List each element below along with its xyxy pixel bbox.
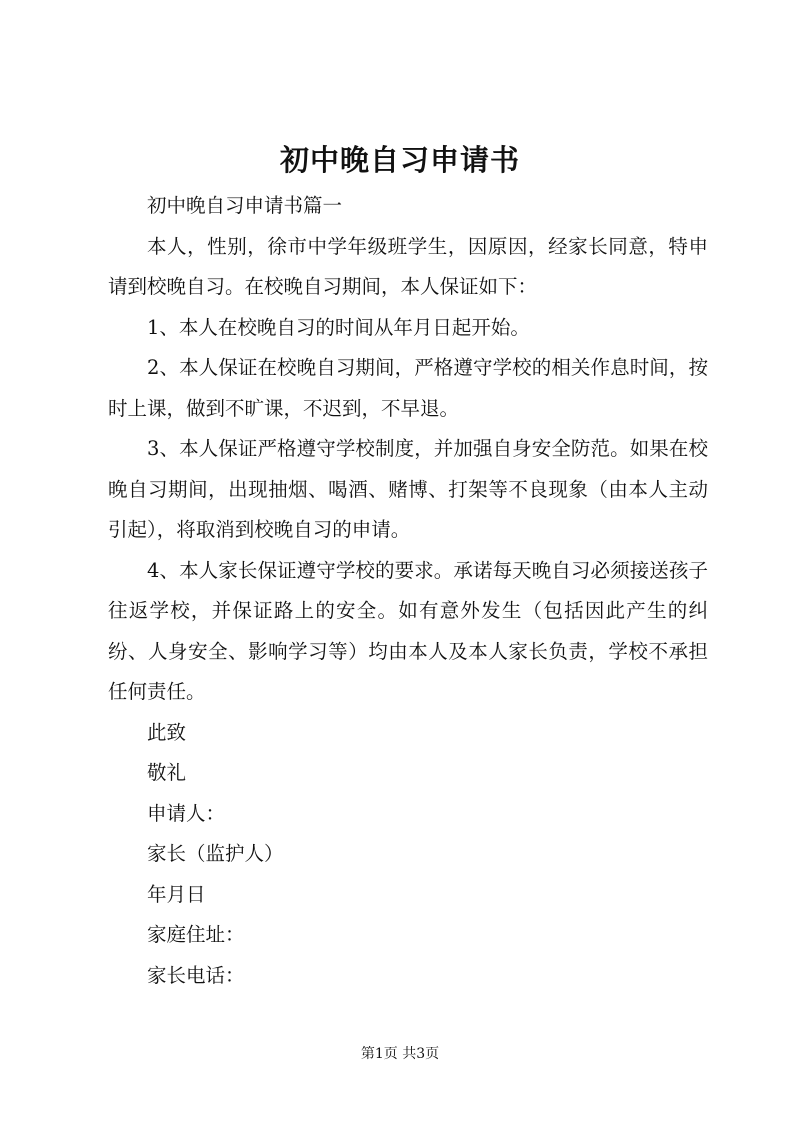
page-footer: 第1页 共3页 (360, 1046, 440, 1062)
closing-salutation: 此致 (147, 720, 187, 744)
address-label: 家庭住址： (147, 923, 245, 946)
date-label: 年月日 (147, 882, 206, 906)
document-body (108, 186, 708, 996)
closing-regards: 敬礼 (147, 761, 187, 784)
phone-label: 家长电话： (147, 963, 245, 987)
section-heading: 初中晚自习申请书篇一 (147, 194, 343, 217)
applicant-label: 申请人： (147, 801, 226, 825)
paragraph-item-3: 3、本人保证严格遵守学校制度，并加强自身安全防范。如果在校晚自习期间，出现抽烟、喝酒、赌博、打架等不良现象（由本人主动引起），将取消到校晚自习的申请。 (108, 437, 708, 541)
paragraph-item-1: 1、本人在校晚自习的时间从年月日起开始。 (147, 315, 530, 339)
paragraph-item-4: 4、本人家长保证遵守学校的要求。承诺每天晚自习必须接送孩子往返学校，并保证路上的安全。如有意外发生（包括因此产生的纠纷、人身安全、影响学习等）均由本人及本人家长负责，学校不承担任何责任。 (108, 558, 708, 703)
document-title: 初中晚自习申请书 (279, 143, 520, 177)
paragraph-intro: 本人，性别，徐市中学年级班学生，因原因，经家长同意，特申请到校晚自习。在校晚自习期间，本人保证如下： (108, 234, 708, 298)
paragraph-item-2: 2、本人保证在校晚自习期间，严格遵守学校的相关作息时间，按时上课，做到不旷课，不迟到，不早退。 (108, 356, 708, 420)
guardian-label: 家长（监护人） (147, 842, 284, 865)
